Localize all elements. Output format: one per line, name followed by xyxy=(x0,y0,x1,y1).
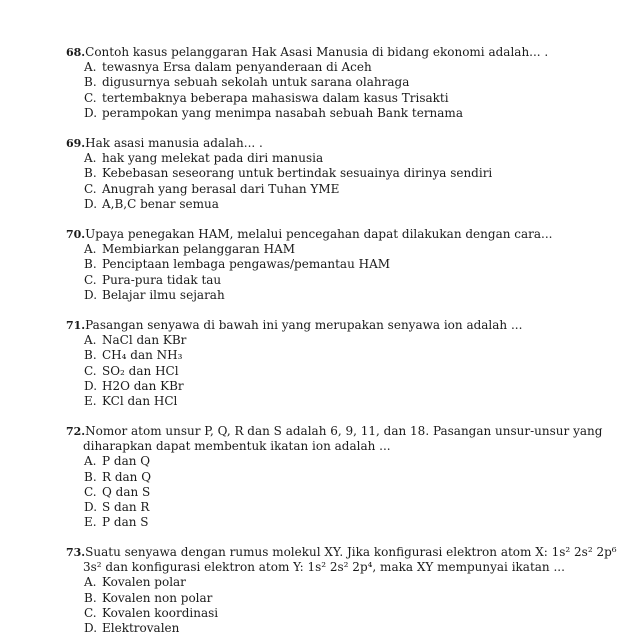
option-b: B. R dan Q xyxy=(84,469,152,484)
option-a: A. P dan Q xyxy=(84,454,151,469)
option-d: D. A,B,C benar semua xyxy=(84,196,219,211)
question-69 xyxy=(66,136,586,212)
question-stem: Hak asasi manusia adalah... . xyxy=(85,136,263,150)
option-c: C. Anugrah yang berasal dari Tuhan YME xyxy=(84,181,340,196)
question-72 xyxy=(66,424,603,530)
option-c: C. Q dan S xyxy=(84,484,151,499)
question-number: 68. xyxy=(66,46,86,59)
question-71 xyxy=(66,318,586,409)
question-number: 72. xyxy=(66,425,86,438)
question-text xyxy=(66,136,586,151)
option-d: D. perampokan yang menimpa nasabah sebuah Bank ternama xyxy=(84,105,463,120)
option-d: D. Elektrovalen xyxy=(84,621,180,636)
option-d: D. Belajar ilmu sejarah xyxy=(84,287,225,302)
question-stem: Contoh kasus pelanggaran Hak Asasi Manusia di bidang ekonomi adalah... . xyxy=(85,45,549,59)
question-stem: Pasangan senyawa di bawah ini yang merupakan senyawa ion adalah ... xyxy=(85,318,523,332)
option-a: A. tewasnya Ersa dalam penyanderaan di Aceh xyxy=(84,60,372,75)
option-c: C. Kovalen koordinasi xyxy=(84,605,219,620)
question-73 xyxy=(66,545,617,636)
option-c: C. Pura-pura tidak tau xyxy=(84,272,222,287)
option-d: D. S dan R xyxy=(84,500,150,515)
option-e: E. KCl dan HCl xyxy=(84,394,178,409)
option-c: C. tertembaknya beberapa mahasiswa dalam kasus Trisakti xyxy=(84,90,449,105)
question-stem: Suatu senyawa dengan rumus molekul XY. Jika konfigurasi elektron atom X: 1s² 2s² 2p⁶ xyxy=(85,545,617,559)
question-text xyxy=(66,227,586,242)
option-b: B. Penciptaan lembaga pengawas/pemantau HAM xyxy=(84,257,391,272)
option-a: A. hak yang melekat pada diri manusia xyxy=(84,151,324,166)
question-text xyxy=(66,45,586,60)
question-text xyxy=(66,424,603,454)
option-a: A. Kovalen polar xyxy=(84,575,186,590)
option-b: B. CH₄ dan NH₃ xyxy=(84,348,183,363)
option-e: E. P dan S xyxy=(84,515,149,530)
question-number: 73. xyxy=(66,546,86,559)
option-a: A. Membiarkan pelanggaran HAM xyxy=(84,242,296,257)
option-b: B. Kovalen non polar xyxy=(84,590,213,605)
question-stem-continued: 3s² dan konfigurasi elektron atom Y: 1s² 2s² 2p⁴, maka XY mempunyai ikatan ... xyxy=(83,560,565,575)
option-d: D. H2O dan KBr xyxy=(84,378,184,393)
question-number: 69. xyxy=(66,137,86,150)
question-stem-continued: diharapkan dapat membentuk ikatan ion adalah ... xyxy=(83,439,391,454)
question-text xyxy=(66,318,586,333)
question-text xyxy=(66,545,617,575)
question-stem: Nomor atom unsur P, Q, R dan S adalah 6, 9, 11, dan 18. Pasangan unsur-unsur yang xyxy=(85,424,603,438)
question-68 xyxy=(66,45,586,121)
question-stem: Upaya penegakan HAM, melalui pencegahan dapat dilakukan dengan cara... xyxy=(85,227,553,241)
option-a: A. NaCl dan KBr xyxy=(84,333,187,348)
option-b: B. Kebebasan seseorang untuk bertindak sesuainya dirinya sendiri xyxy=(84,166,493,181)
question-number: 70. xyxy=(66,228,86,241)
question-number: 71. xyxy=(66,319,86,332)
option-b: B. digusurnya sebuah sekolah untuk sarana olahraga xyxy=(84,75,410,90)
option-c: C. SO₂ dan HCl xyxy=(84,363,179,378)
question-70 xyxy=(66,227,586,303)
